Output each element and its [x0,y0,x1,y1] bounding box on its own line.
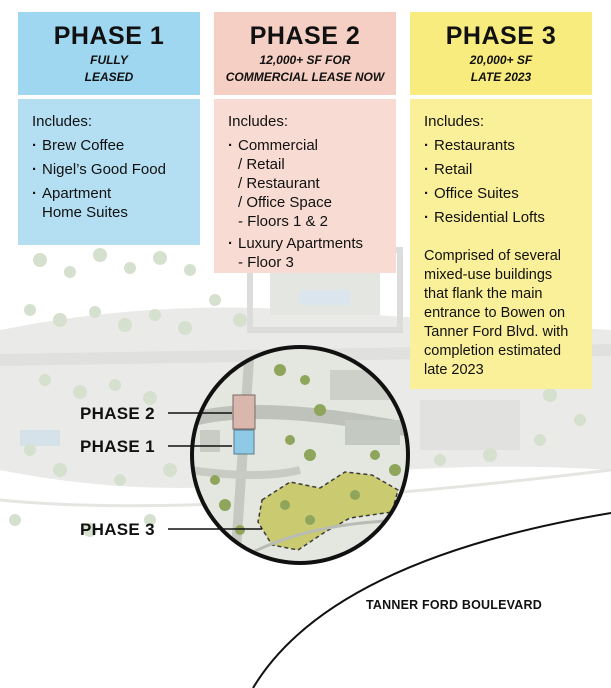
phase-1-subtitle-line-1: FULLY [90,53,128,67]
phase-3-details [410,99,592,389]
phase-1-details [18,99,200,245]
list-item-line: Home Suites [42,204,128,221]
list-item-line: Luxury Apartments [238,235,364,252]
list-item-line: / Office Space [238,194,332,211]
list-item: · Retail [424,160,578,179]
list-item [228,136,382,231]
list-item: · Brew Coffee [32,136,186,155]
list-item: · Nigel’s Good Food [32,160,186,179]
list-item-line: Apartment [42,185,112,202]
phase-3-includes-label: Includes: [424,113,485,130]
phase-2-includes-label: Includes: [228,113,289,130]
list-item [32,184,186,222]
list-item-line: / Retail [238,156,285,173]
phase-1-subtitle-line-2: LEASED [84,70,134,84]
phase-2-subtitle-line-1: 12,000+ SF FOR [259,53,351,67]
road-label: TANNER FORD BOULEVARD [366,598,542,612]
phase-3-subtitle-line-2: LATE 2023 [470,70,532,84]
callout-phase-2: PHASE 2 [80,404,155,423]
phase-3-header [410,12,592,95]
list-item: · Restaurants [424,136,578,155]
phase-1-title: PHASE 1 [53,22,165,50]
phase-3-title: PHASE 3 [445,22,557,50]
list-item-line: / Restaurant [238,175,320,192]
list-item: · Office Suites [424,184,578,203]
callout-phase-1: PHASE 1 [80,437,155,456]
phase-3-panel [410,12,592,389]
list-item-line: - Floor 3 [238,254,294,271]
phase-2-subtitle-line-2: COMMERCIAL LEASE NOW [225,70,385,84]
phase-3-subtitle-line-1: 20,000+ SF [469,53,533,67]
list-item-line: Commercial [238,137,319,154]
phase-2-title: PHASE 2 [249,22,361,50]
list-item [228,234,382,272]
phase-2-header [214,12,396,95]
callout-phase-3: PHASE 3 [80,520,155,539]
list-item: · Residential Lofts [424,208,578,227]
phase-2-details [214,99,396,273]
phase-3-list [424,136,578,227]
phase-1-includes-label: Includes: [32,113,93,130]
list-item-line: - Floors 1 & 2 [238,213,329,230]
phase-1-panel [18,12,200,245]
phase-2-panel [214,12,396,273]
phase-2-list [228,136,382,272]
phase-1-list [32,136,186,222]
phase-3-description: Comprised of several mixed-use buildings that flank the main entrance to Bowen on Tanner Ford Blvd. with completion estimated late 2023 [424,248,569,378]
phase-1-header [18,12,200,95]
